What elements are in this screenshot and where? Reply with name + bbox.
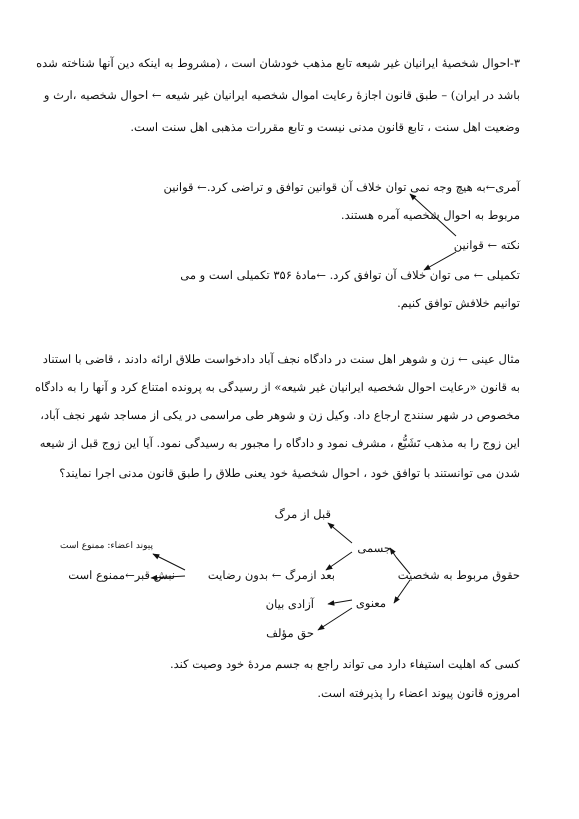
mandatory-laws-line: مربوط به احوال شخصیه آمره هستند. [340, 208, 520, 222]
text-line: امروزه قانون پیوند اعضاء را پذیرفته است. [317, 686, 520, 700]
arrow-root-moral [394, 580, 410, 603]
free-speech-node: آزادی بیان [265, 597, 314, 611]
arrow-root-physical [390, 548, 396, 557]
arrow-physical-before [328, 523, 352, 543]
physical-rights-node: جسمی [357, 541, 391, 555]
text-line: ۳-احوال شخصیهٔ ایرانیان غیر شیعه تابع مذهب خودشان است ، (مشروط به اینکه دین آنها شناخته شده [36, 56, 520, 70]
text-line: کسی که اهلیت استیفاء دارد می تواند راجع به جسم مردهٔ خود وصیت کند. [169, 657, 520, 671]
after-death-node: بعد ازمرگ ← بدون رضایت [207, 568, 335, 582]
copyright-node: حق مؤلف [266, 626, 314, 640]
mandatory-laws-line: آمری←به هیچ وجه نمی توان خلاف آن قوانین توافق و تراضی کرد.← قوانین [163, 180, 520, 194]
text-line: این زوج را به مذهب تَشَیُّع ، مشرف نمود و دادگاه را مجبور به رسیدگی نمود. آیا این زوج قبل از شیعه [39, 436, 520, 450]
organ-transplant-note: پیوند اعضاء: ممنوع است [59, 541, 153, 551]
text-line: به قانون «رعایت احوال شخصیه ایرانیان غیر شیعه» از رسیدگی به پرونده امتناع کرد و آنها را به دادگاه [34, 380, 520, 394]
note-laws-root: نکته ← قوانین [453, 238, 520, 252]
text-line: باشد در ایران) – طبق قانون اجازهٔ رعایت اموال شخصیه ایرانیان غیر شیعه ← احوال شخصیه ،ارث و [43, 88, 520, 102]
arrow-to-supplementary [424, 252, 456, 270]
exhumation-note: نبش قبر←ممنوع است [68, 568, 175, 582]
supplementary-laws-line: تکمیلی ← می توان خلاف آن توافق کرد. ←مادهٔ ۳۵۶ تکمیلی است و می [180, 268, 520, 282]
text-line: مثال عینی ← زن و شوهر اهل سنت در دادگاه نجف آباد دادخواست طلاق ارائه دادند ، قاضی با استناد [42, 352, 520, 366]
arrow-root-physical-a [396, 557, 410, 574]
text-line: وضعیت اهل سنت ، تابع قانون مدنی نیست و تابع مقررات مذهبی اهل سنت است. [130, 120, 520, 134]
before-death-node: قبل از مرگ [274, 507, 331, 521]
arrow-moral-speech [328, 600, 352, 604]
moral-rights-node: معنوی [355, 596, 386, 610]
arrow-moral-copyright [318, 608, 352, 630]
arrow-to-transplant [153, 554, 185, 570]
text-line: شدن می توانستند با توافق خود ، احوال شخصیهٔ خود یعنی طلاق را طبق قانون مدنی اجرا نمایند؟ [59, 466, 520, 480]
arrow-to-exhumation [151, 576, 185, 578]
arrow-physical-after [326, 552, 352, 570]
arrow-to-mandatory [410, 194, 456, 236]
personality-rights-root: حقوق مربوط به شخصیت [397, 568, 520, 582]
text-line: مخصوص در شهر سنندج ارجاع داد. وکیل زن و شوهر طی مراسمی در یکی از مساجد شهر نجف آباد، [40, 408, 520, 422]
supplementary-laws-line: توانیم خلافش توافق کنیم. [397, 296, 520, 310]
